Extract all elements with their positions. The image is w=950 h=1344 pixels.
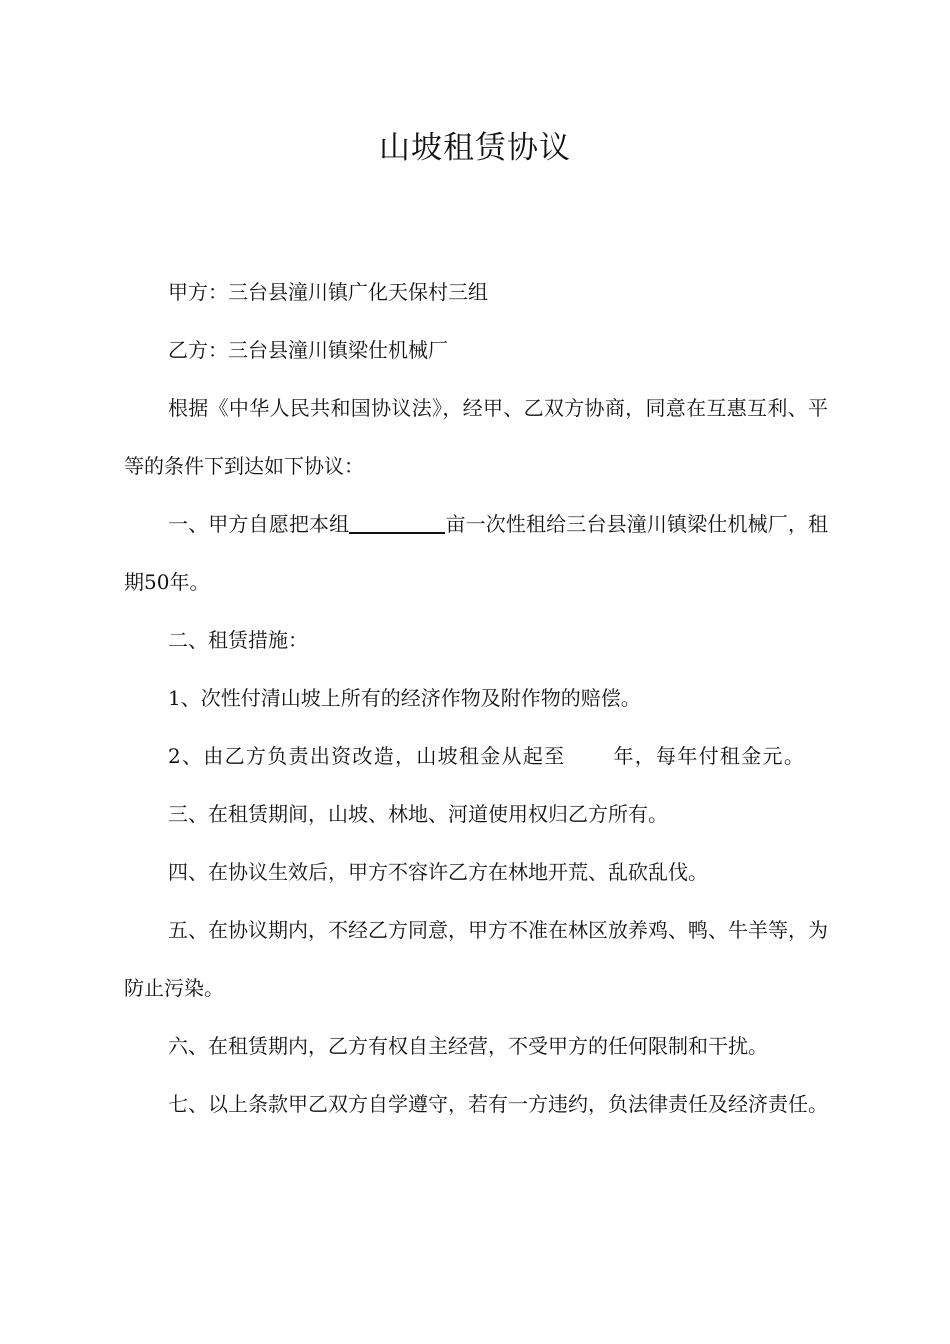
- clause-1: [124, 495, 828, 611]
- party-a: 甲方：三台县潼川镇广化天保村三组: [168, 280, 488, 304]
- clause-2-heading: 二、租赁措施：: [168, 628, 308, 652]
- document-title: 山坡租赁协议: [379, 130, 571, 166]
- document-body: [124, 263, 828, 1133]
- clause-4: 四、在协议生效后，甲方不容许乙方在林地开荒、乱砍乱伐。: [168, 860, 708, 884]
- clause-1-text-before: 一、甲方自愿把本组: [168, 512, 350, 536]
- clause-2-item-2-text-before: 2、由乙方负责出资改造，山坡租金从起至: [168, 744, 566, 768]
- clause-2-item-1: 1、次性付清山坡上所有的经济作物及附作物的赔偿。: [168, 686, 641, 710]
- clause-1-text-after: 亩一次性租给三台县潼川镇梁仕机械厂，租期50年。: [124, 512, 829, 594]
- clause-2-item-2-text-after: 年，每年付租金元。: [613, 744, 806, 768]
- clause-6: 六、在租赁期内，乙方有权自主经营，不受甲方的任何限制和干扰。: [168, 1034, 768, 1058]
- clause-3: 三、在租赁期间，山坡、林地、河道使用权归乙方所有。: [168, 802, 668, 826]
- clause-2-item-2: [124, 727, 828, 785]
- clause-5: 五、在协议期内，不经乙方同意，甲方不准在林区放养鸡、鸭、牛羊等，为防止污染。: [124, 918, 828, 1000]
- acreage-blank: [349, 510, 445, 534]
- party-b: 乙方：三台县潼川镇梁仕机械厂: [168, 338, 448, 362]
- clause-7: 七、以上条款甲乙双方自学遵守，若有一方违约，负法律责任及经济责任。: [168, 1092, 828, 1116]
- preamble: 根据《中华人民共和国协议法》，经甲、乙双方协商，同意在互惠互利、平等的条件下到达如下协议：: [124, 396, 828, 478]
